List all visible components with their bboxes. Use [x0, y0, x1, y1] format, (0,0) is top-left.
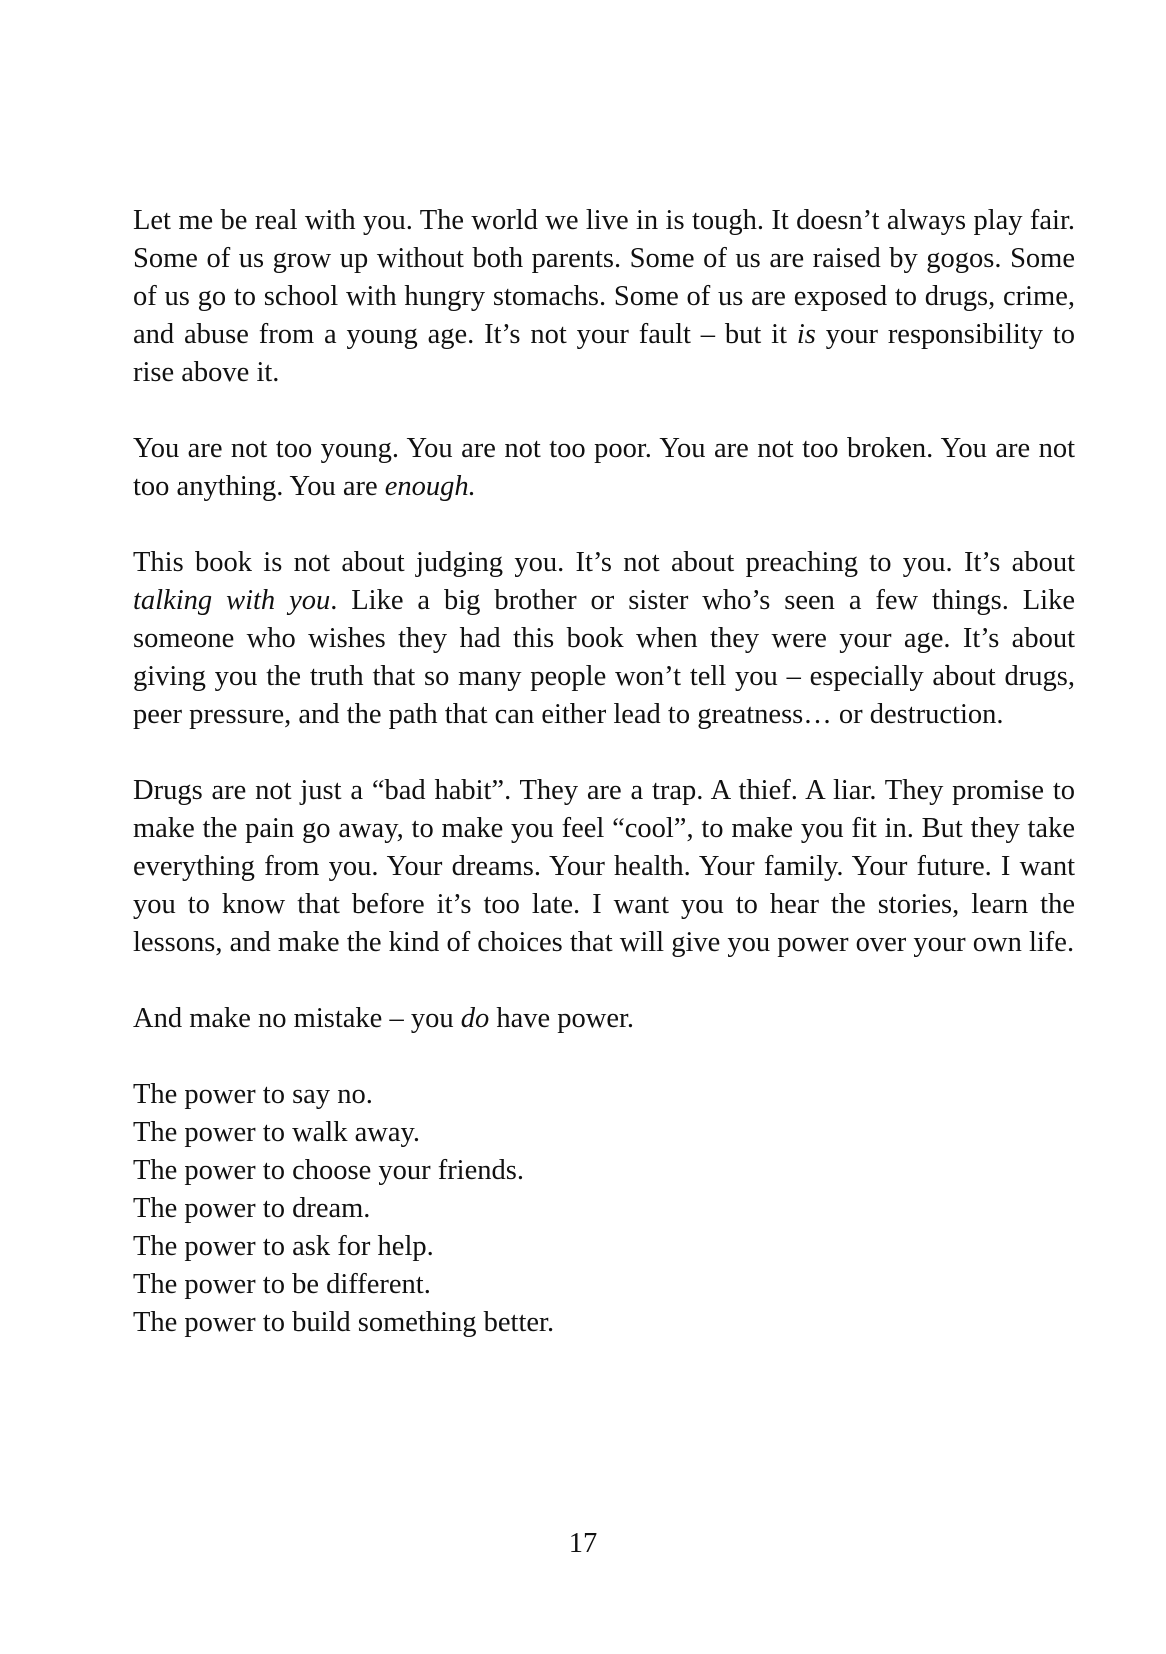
page-number: 17: [568, 1528, 598, 1559]
paragraph-3-emphasis: talking with you: [133, 585, 331, 616]
paragraph-3-text-b: . Like a big brother or sister who’s seen a few things. Like someone who wishes they had this book when they were your age. It’s about giving you the truth that so many people won’t tell you – especially about drugs, peer pressure, and the path that can either lead to greatness… or destruction.: [133, 585, 1075, 730]
paragraph-3: [133, 544, 1075, 734]
power-list-item: The power to be different.: [133, 1269, 431, 1300]
paragraph-5: [133, 1000, 1075, 1038]
paragraph-3-text-a: This book is not about judging you. It’s not about preaching to you. It’s about: [133, 547, 1075, 578]
power-list-item: The power to build something better.: [133, 1307, 555, 1338]
paragraph-4: [133, 772, 1075, 962]
paragraph-5-text-a: And make no mistake – you: [133, 1003, 461, 1034]
paragraph-4-text-a: Drugs are not just a “bad habit”. They are a trap. A thief. A liar. They promise to make the pain go away, to make you feel “cool”, to make you fit in. But they take everything from you. Your dreams. Your health. Your family. Your future. I want you to know that before it’s too late. I want you to hear the stories, learn the lessons, and make the kind of choices that will give you power over your own life.: [133, 775, 1075, 958]
paragraph-5-text-b: have power.: [489, 1003, 635, 1034]
paragraph-2: [133, 430, 1075, 506]
paragraph-1: [133, 202, 1075, 392]
paragraph-1-text-a: Let me be real with you. The world we live in is tough. It doesn’t always play fair. Some of us grow up without both parents. Some of us are raised by gogos. Some of us go to school with hungry stomachs. Some of us are exposed to drugs, crime, and abuse from a young age. It’s not your fault – but it: [133, 205, 1075, 350]
power-list-item: The power to dream.: [133, 1193, 371, 1224]
power-list-item: The power to say no.: [133, 1079, 373, 1110]
power-list-item: The power to choose your friends.: [133, 1155, 524, 1186]
body-text: [133, 202, 1075, 1342]
paragraph-2-emphasis: enough.: [384, 471, 476, 502]
power-list-item: The power to ask for help.: [133, 1231, 434, 1262]
paragraph-5-emphasis: do: [460, 1003, 490, 1034]
power-list: [133, 1076, 1075, 1342]
paragraph-1-emphasis: is: [796, 319, 816, 350]
power-list-item: The power to walk away.: [133, 1117, 421, 1148]
paragraph-2-text-a: You are not too young. You are not too poor. You are not too broken. You are not too anything. You are: [133, 433, 1075, 502]
paragraph-1-text-b: your responsibility to rise above it.: [133, 319, 1075, 388]
